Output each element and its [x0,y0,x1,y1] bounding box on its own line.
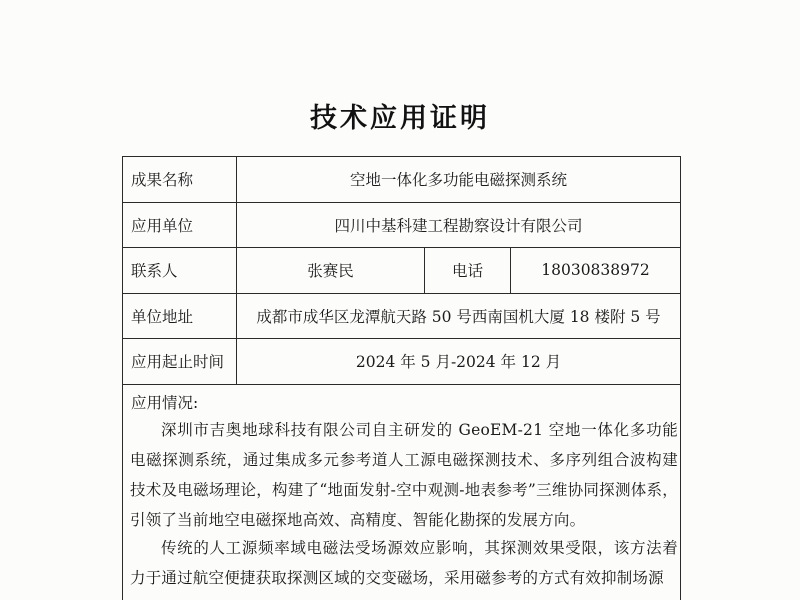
phone-label: 电话 [425,248,511,294]
row-period [123,339,681,385]
address-label: 单位地址 [123,293,237,339]
unit-value: 四川中基科建工程勘察设计有限公司 [237,202,681,248]
phone-value: 18030838972 [511,248,681,294]
info-table [122,156,681,600]
usage-label: 应用情况: [131,393,199,412]
contact-value: 张赛民 [237,248,425,294]
usage-cell [123,384,681,600]
contact-label: 联系人 [123,248,237,294]
achievement-label: 成果名称 [123,157,237,203]
address-value: 成都市成华区龙潭航天路 50 号西南国机大厦 18 楼附 5 号 [237,293,681,339]
row-achievement [123,157,681,203]
period-label: 应用起止时间 [123,339,237,385]
unit-label: 应用单位 [123,202,237,248]
row-address [123,293,681,339]
row-unit [123,202,681,248]
achievement-value: 空地一体化多功能电磁探测系统 [237,157,681,203]
period-value: 2024 年 5 月-2024 年 12 月 [237,339,681,385]
document-title: 技术应用证明 [310,103,490,134]
row-contact [123,248,681,294]
usage-paragraph-2: 传统的人工源频率域电磁法受场源效应影响，其探测效果受限，该方法着力于通过航空便捷获取探测区域的交变磁场，采用磁参考的方式有效抑制场源 [130,538,678,587]
usage-paragraph-1: 深圳市吉奥地球科技有限公司自主研发的 GeoEM-21 空地一体化多功能电磁探测系统，通过集成多元参考道人工源电磁探测技术、多序列组合波构建技术及电磁场理论，构建了“地面发射-空中观测-地表参考”三维协同探测体系，引领了当前地空电磁探地高效、高精度、智能化勘探的发展方向。 [130,420,678,529]
row-usage [123,384,681,600]
